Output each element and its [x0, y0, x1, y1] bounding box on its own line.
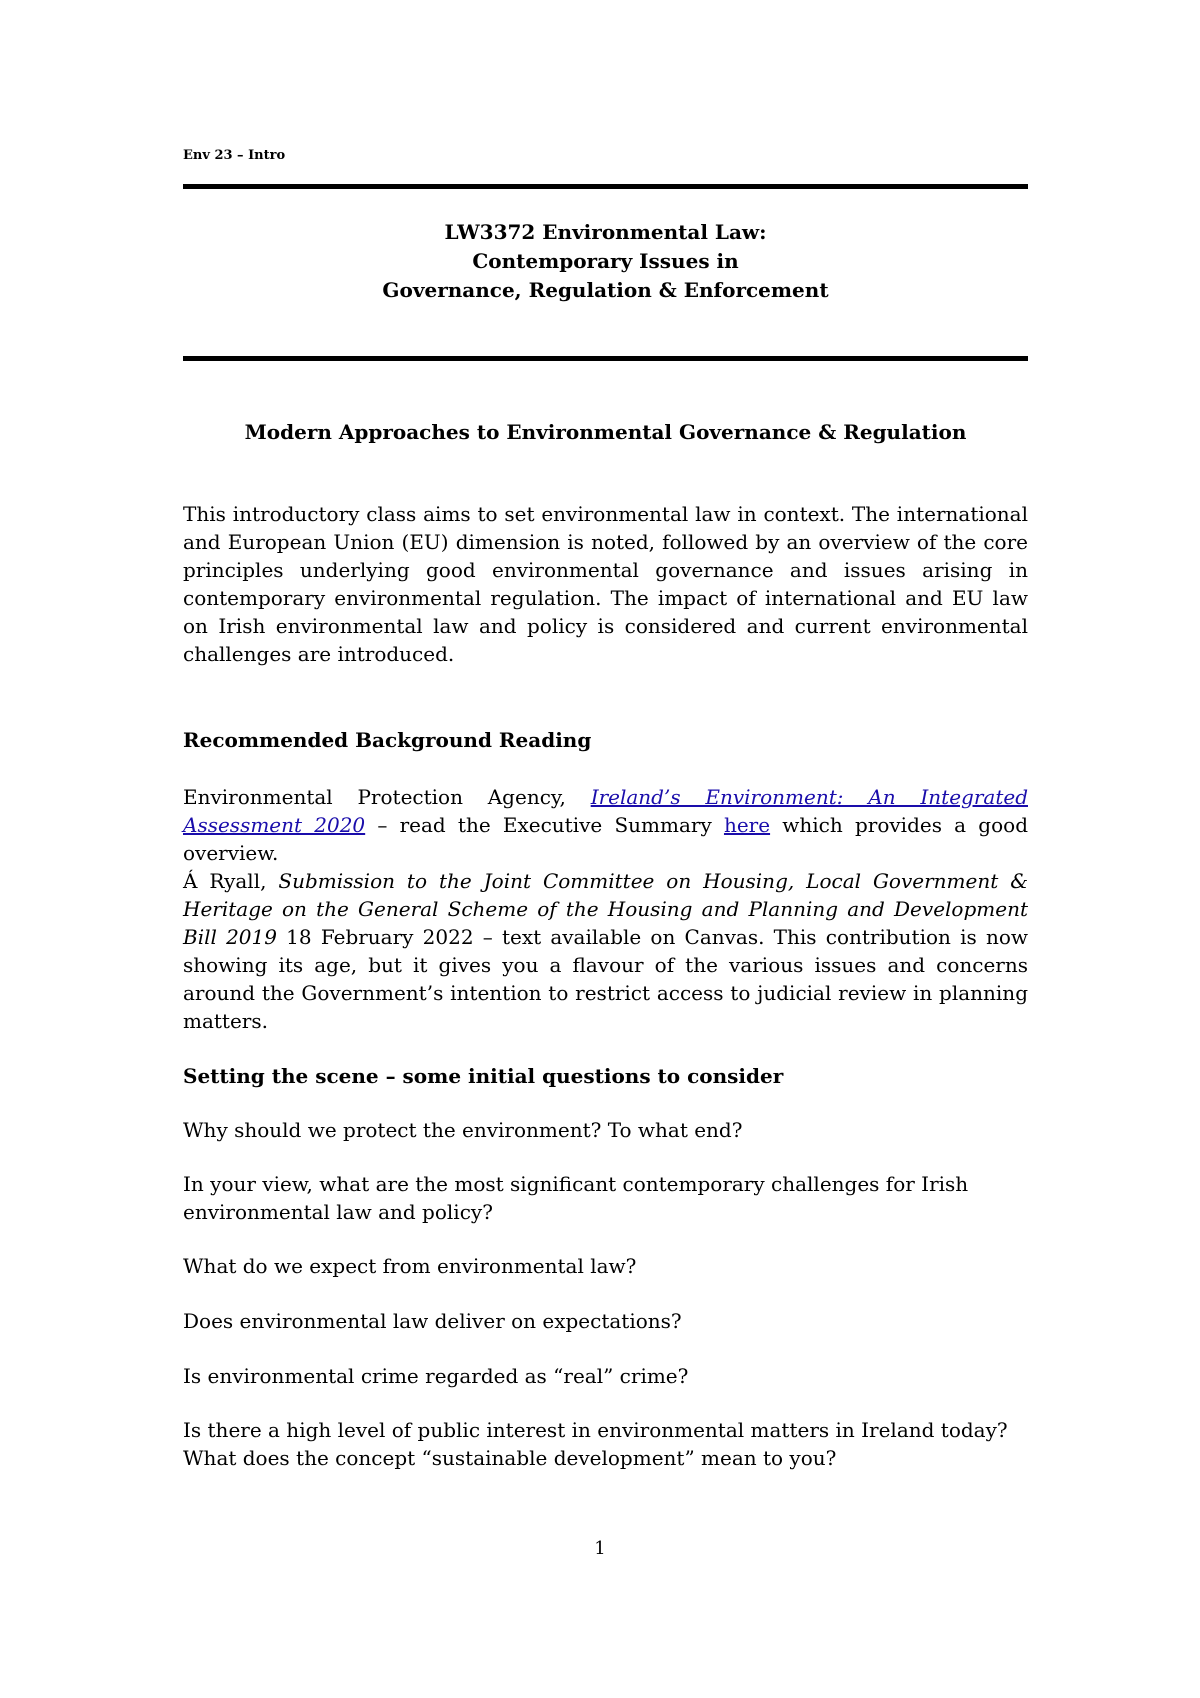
question-item: Why should we protect the environment? To what end?: [183, 1118, 743, 1142]
question-item: What do we expect from environmental law?: [183, 1254, 637, 1278]
question-item: Is environmental crime regarded as “real” crime?: [183, 1364, 689, 1388]
section-heading: Modern Approaches to Environmental Governance & Regulation: [244, 420, 967, 444]
question-item: What does the concept “sustainable development” mean to you?: [183, 1446, 837, 1470]
reading-heading: Recommended Background Reading: [183, 728, 592, 752]
scene-heading: Setting the scene – some initial questions to consider: [183, 1064, 784, 1088]
question-item: In your view, what are the most significant contemporary challenges for Irish environmental law and policy?: [183, 1172, 969, 1224]
question-item: Is there a high level of public interest in environmental matters in Ireland today?: [183, 1418, 1008, 1442]
intro-paragraph: This introductory class aims to set environmental law in context. The international and European Union (EU) dimension is noted, followed by an overview of the core principles underlying good environmental governance and issues arising in contemporary environmental regulation. The impact of international and EU law on Irish environmental law and policy is considered and current environmental challenges are introduced.: [183, 502, 1028, 666]
ryall-reading-paragraph: [183, 867, 1028, 1035]
course-title-line-2: Contemporary Issues in: [472, 249, 739, 273]
course-title-line-3: Governance, Regulation & Enforcement: [382, 278, 829, 302]
ryall-prefix: Á Ryall,: [183, 869, 279, 893]
top-rule: [183, 184, 1028, 189]
epa-report-link[interactable]: Ireland’s Environment: An Integrated Assessment 2020: [183, 785, 1028, 837]
running-header: Env 23 – Intro: [183, 148, 286, 163]
ryall-submission-title: Submission to the Joint Committee on Housing, Local Government & Heritage on the General Scheme of the Housing and Planning and Development Bill 2019: [183, 869, 1028, 949]
epa-reading-paragraph: [183, 783, 1028, 867]
executive-summary-link[interactable]: here: [723, 813, 771, 837]
course-title: [183, 218, 1028, 305]
epa-suffix: which provides a good overview.: [183, 813, 1028, 865]
course-title-line-1: LW3372 Environmental Law:: [444, 220, 767, 244]
epa-middle: – read the Executive Summary: [365, 813, 724, 837]
bottom-rule: [183, 356, 1028, 361]
question-item: Does environmental law deliver on expectations?: [183, 1309, 682, 1333]
page-number: 1: [594, 1538, 606, 1559]
ryall-suffix: 18 February 2022 – text available on Canvas. This contribution is now showing its age, but it gives you a flavour of the various issues and concerns around the Government’s intention to restrict access to judicial review in planning matters.: [183, 925, 1028, 1033]
question-item-group: [183, 1416, 1028, 1472]
epa-prefix: Environmental Protection Agency,: [183, 785, 591, 809]
